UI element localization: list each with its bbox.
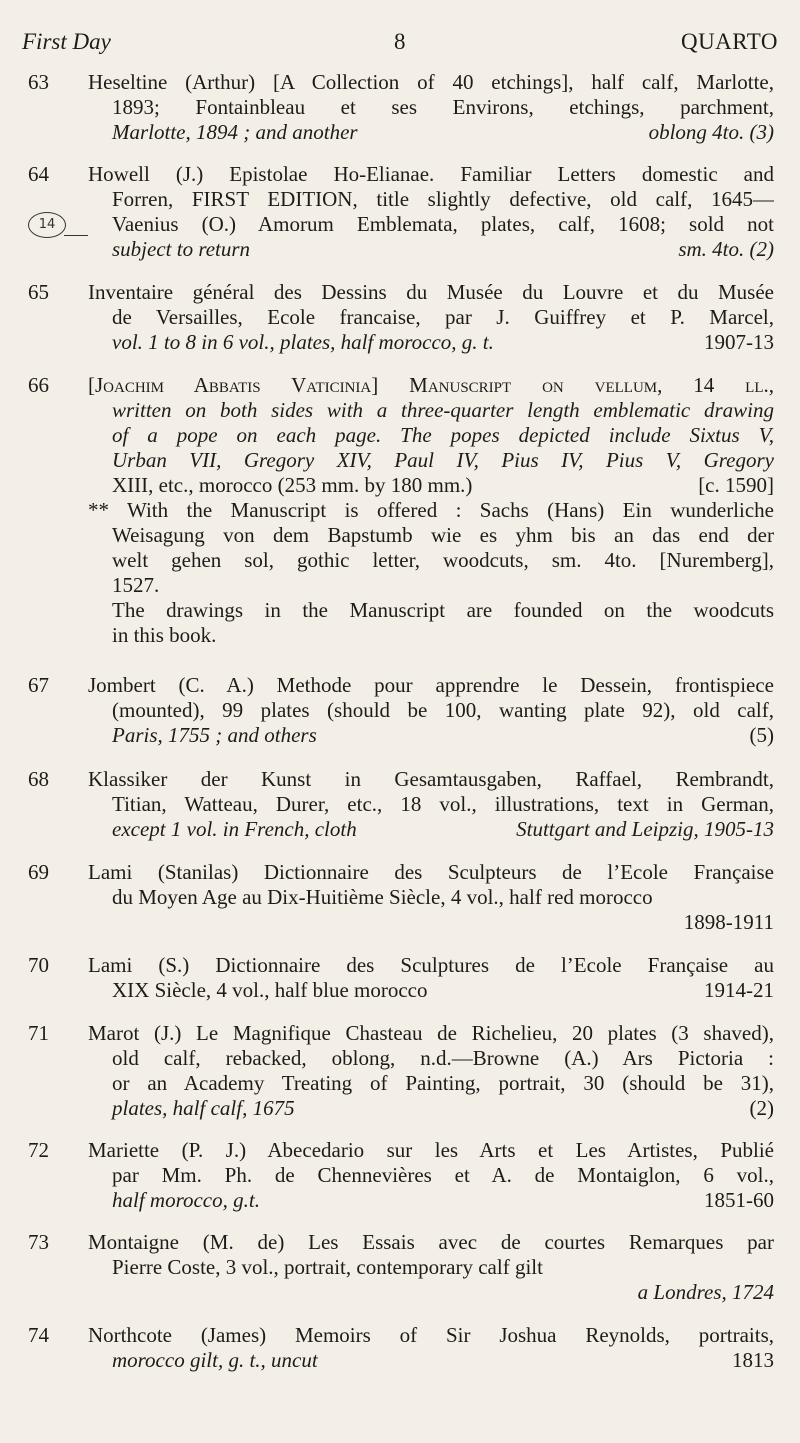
lot-number: 74	[28, 1323, 49, 1347]
lot-text: Howell (J.) Epistolae Ho-Elianae. Familiar Letters domestic and	[88, 162, 774, 186]
lot-number: 63	[28, 70, 49, 94]
lot-text: de Versailles, Ecole francaise, par J. Guiffrey et P. Marcel,	[112, 305, 774, 329]
lot-text: 1893; Fontainbleau et ses Environs, etchings, parchment,	[112, 95, 774, 119]
lot-number: 67	[28, 673, 49, 697]
lot-text: plates, half calf, 1675	[112, 1096, 295, 1120]
lot-text: Pierre Coste, 3 vol., portrait, contemporary calf gilt	[112, 1255, 543, 1279]
lot-text: ** With the Manuscript is offered : Sachs (Hans) Ein wunderliche	[88, 498, 774, 522]
lot-format: oblong 4to. (3)	[648, 120, 774, 144]
lot-text: Lami (S.) Dictionnaire des Sculptures de l’Ecole Française au	[88, 953, 774, 977]
lot-text: Weisagung von dem Bapstumb wie es yhm bis an das end der	[112, 523, 774, 547]
lot-number: 69	[28, 860, 49, 884]
lot-date: 1851-60	[704, 1188, 774, 1212]
lot-number: 65	[28, 280, 49, 304]
handwritten-stroke	[64, 235, 88, 236]
lot-date: 1898-1911	[683, 910, 774, 934]
handwritten-annotation: 14	[28, 212, 66, 238]
lot-number: 71	[28, 1021, 49, 1045]
lot-text: half morocco, g.t.	[112, 1188, 260, 1212]
lot-text: par Mm. Ph. de Chennevières et A. de Montaiglon, 6 vol.,	[112, 1163, 774, 1187]
lot-date: 1914-21	[704, 978, 774, 1002]
page-number: 8	[394, 29, 406, 54]
lot-number: 66	[28, 373, 49, 397]
lot-text: Forren, FIRST EDITION, title slightly defective, old calf, 1645—	[112, 187, 774, 211]
lot-text: Montaigne (M. de) Les Essais avec de courtes Remarques par	[88, 1230, 774, 1254]
lot-text: Heseltine (Arthur) [A Collection of 40 etchings], half calf, Marlotte,	[88, 70, 774, 94]
lot-text: Marot (J.) Le Magnifique Chasteau de Richelieu, 20 plates (3 shaved),	[88, 1021, 774, 1045]
lot-text: Vaenius (O.) Amorum Emblemata, plates, calf, 1608; sold not	[112, 212, 774, 236]
lot-number: 68	[28, 767, 49, 791]
lot-text: Titian, Watteau, Durer, etc., 18 vol., illustrations, text in German,	[112, 792, 774, 816]
lot-text: written on both sides with a three-quarter length emblematic drawing	[112, 398, 774, 422]
lot-note: in this book.	[112, 623, 217, 647]
lot-date: 1907-13	[704, 330, 774, 354]
header-day: First Day	[22, 29, 111, 54]
lot-text: XIII, etc., morocco (253 mm. by 180 mm.)	[112, 473, 473, 497]
lot-text: morocco gilt, g. t., uncut	[112, 1348, 318, 1372]
lot-text: Northcote (James) Memoirs of Sir Joshua Reynolds, portraits,	[88, 1323, 774, 1347]
header-format: QUARTO	[680, 29, 778, 54]
lot-imprint: a Londres, 1724	[637, 1280, 774, 1304]
lot-text: Lami (Stanilas) Dictionnaire des Sculpteurs de l’Ecole Française	[88, 860, 774, 884]
lot-text: [Joachim Abbatis Vaticinia] Manuscript on vellum, 14 ll.,	[88, 373, 774, 397]
lot-text: XIX Siècle, 4 vol., half blue morocco	[112, 978, 428, 1002]
lot-date: [c. 1590]	[698, 473, 774, 497]
lot-text: Mariette (P. J.) Abecedario sur les Arts et Les Artistes, Publié	[88, 1138, 774, 1162]
lot-text: Jombert (C. A.) Methode pour apprendre le Dessein, frontispiece	[88, 673, 774, 697]
lot-text: 1527.	[112, 573, 160, 597]
lot-text: Urban VII, Gregory XIV, Paul IV, Pius IV, Pius V, Gregory	[112, 448, 774, 472]
lot-text: du Moyen Age au Dix-Huitième Siècle, 4 vol., half red morocco	[112, 885, 653, 909]
lot-text: Paris, 1755 ; and others	[112, 723, 317, 747]
lot-text: except 1 vol. in French, cloth	[112, 817, 357, 841]
lot-text: of a pope on each page. The popes depicted include Sixtus V,	[112, 423, 774, 447]
lot-text: or an Academy Treating of Painting, portrait, 30 (should be 31),	[112, 1071, 774, 1095]
lot-count: (2)	[749, 1096, 774, 1120]
lot-text: Marlotte, 1894 ; and another	[112, 120, 358, 144]
lot-text: old calf, rebacked, oblong, n.d.—Browne (A.) Ars Pictoria :	[112, 1046, 774, 1070]
lot-count: (5)	[749, 723, 774, 747]
lot-text: vol. 1 to 8 in 6 vol., plates, half morocco, g. t.	[112, 330, 494, 354]
lot-format: sm. 4to. (2)	[678, 237, 774, 261]
lot-text: Klassiker der Kunst in Gesamtausgaben, Raffael, Rembrandt,	[88, 767, 774, 791]
lot-note: The drawings in the Manuscript are founded on the woodcuts	[112, 598, 774, 622]
lot-date: 1813	[732, 1348, 774, 1372]
lot-text: welt gehen sol, gothic letter, woodcuts, sm. 4to. [Nuremberg],	[112, 548, 774, 572]
lot-text: subject to return	[112, 237, 251, 261]
lot-text: (mounted), 99 plates (should be 100, wanting plate 92), old calf,	[112, 698, 774, 722]
lot-number: 72	[28, 1138, 49, 1162]
lot-number: 70	[28, 953, 49, 977]
lot-text: Inventaire général des Dessins du Musée du Louvre et du Musée	[88, 280, 774, 304]
lot-number: 64	[28, 162, 49, 186]
lot-number: 73	[28, 1230, 49, 1254]
lot-imprint: Stuttgart and Leipzig, 1905-13	[516, 817, 774, 841]
